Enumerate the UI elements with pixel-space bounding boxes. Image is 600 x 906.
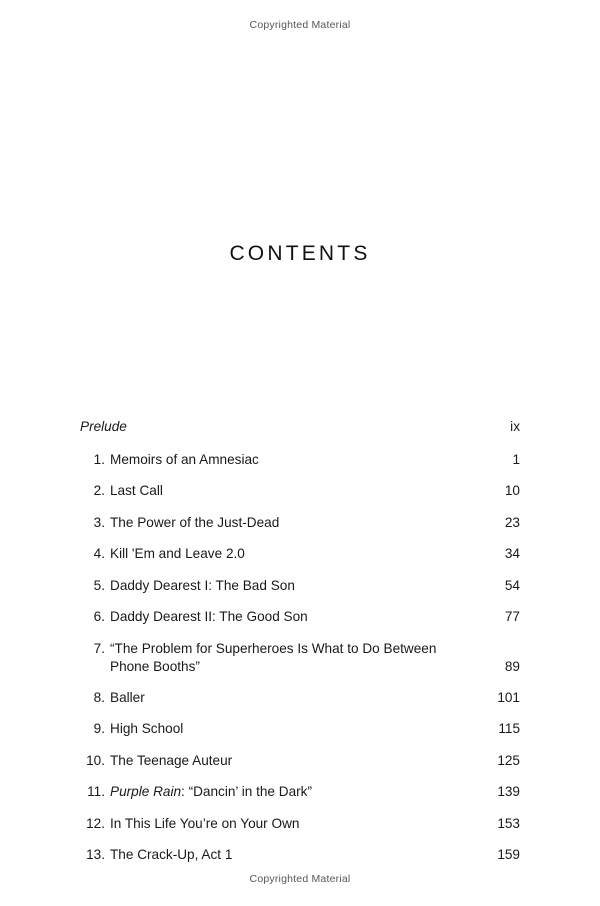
- toc-entry-page-number: 159: [497, 847, 520, 863]
- toc-entry-number: 7.: [93, 640, 105, 656]
- toc-entry-title: Kill 'Em and Leave 2.0: [110, 546, 245, 562]
- toc-entry: [80, 720, 520, 738]
- toc-entry-page-number: 101: [497, 689, 520, 705]
- toc-entry-number: 4.: [93, 546, 105, 562]
- toc-entry-page-number: 115: [498, 721, 520, 737]
- toc-entry-page-number: 153: [497, 815, 520, 831]
- toc-entry-title: Baller: [110, 689, 145, 705]
- toc-entry: [80, 577, 520, 595]
- toc-entry-number: 6.: [93, 609, 105, 625]
- toc-entry-page-number: 125: [497, 752, 520, 768]
- page-title: CONTENTS: [229, 242, 371, 265]
- toc-entry-number: 11.: [87, 784, 105, 800]
- toc-entry: [80, 640, 520, 676]
- toc-entry-title: Purple Rain: “Dancin’ in the Dark”: [110, 784, 312, 800]
- toc-entry-page-number: 23: [504, 514, 520, 530]
- toc-entry-title: Prelude: [80, 419, 127, 434]
- toc-entry-title: In This Life You’re on Your Own: [110, 815, 300, 831]
- toc-entry-title: The Crack-Up, Act 1: [110, 847, 233, 863]
- toc-entry-number: 13.: [86, 847, 105, 863]
- toc-entry: [80, 689, 520, 707]
- toc-entry: [80, 545, 520, 563]
- toc-entry-title: The Teenage Auteur: [110, 752, 233, 768]
- toc-entry: [80, 482, 520, 500]
- toc-entry-page-number: 1: [512, 451, 520, 467]
- toc-entry-title: Last Call: [110, 483, 163, 499]
- toc-entry: [80, 783, 520, 801]
- toc-entry-page-number: ix: [510, 419, 520, 434]
- toc-entry-title: Daddy Dearest I: The Bad Son: [110, 577, 295, 593]
- toc-entry-number: 9.: [93, 721, 105, 737]
- toc-entry-page-number: 34: [504, 546, 520, 562]
- toc-entry: [80, 846, 520, 864]
- toc-entry-page-number: 10: [504, 483, 520, 499]
- toc-entry-number: 5.: [93, 577, 105, 593]
- toc-entry-number: 12.: [86, 815, 105, 831]
- toc-entry-page-number: 54: [504, 577, 520, 593]
- toc-entry: [80, 815, 520, 833]
- toc-entry-number: 2.: [93, 483, 105, 499]
- toc-entry: [80, 451, 520, 469]
- toc-entry-number: 1.: [93, 451, 105, 467]
- toc-entry-title: Daddy Dearest II: The Good Son: [110, 609, 308, 625]
- toc-entry: [80, 608, 520, 626]
- toc-entry-title: High School: [110, 721, 184, 737]
- toc-entry: [80, 418, 520, 436]
- toc-entry-title: “The Problem for Superheroes Is What to Do Between Phone Booths”: [110, 640, 437, 674]
- toc-entry-number: 10.: [86, 752, 105, 768]
- toc-entry-page-number: 139: [497, 784, 520, 800]
- toc-entry-title: Memoirs of an Amnesiac: [110, 451, 259, 467]
- toc-entry-number: 3.: [93, 514, 105, 530]
- toc-entry-title: The Power of the Just-Dead: [110, 514, 280, 530]
- toc-entry-page-number: 89: [504, 658, 520, 674]
- toc-entry: [80, 514, 520, 532]
- copyright-watermark-top: Copyrighted Material: [249, 19, 351, 31]
- copyright-watermark-bottom: Copyrighted Material: [249, 873, 351, 885]
- toc-entry-page-number: 77: [504, 609, 520, 625]
- table-of-contents: [80, 418, 520, 878]
- toc-entry: [80, 752, 520, 770]
- toc-entry-number: 8.: [93, 689, 105, 705]
